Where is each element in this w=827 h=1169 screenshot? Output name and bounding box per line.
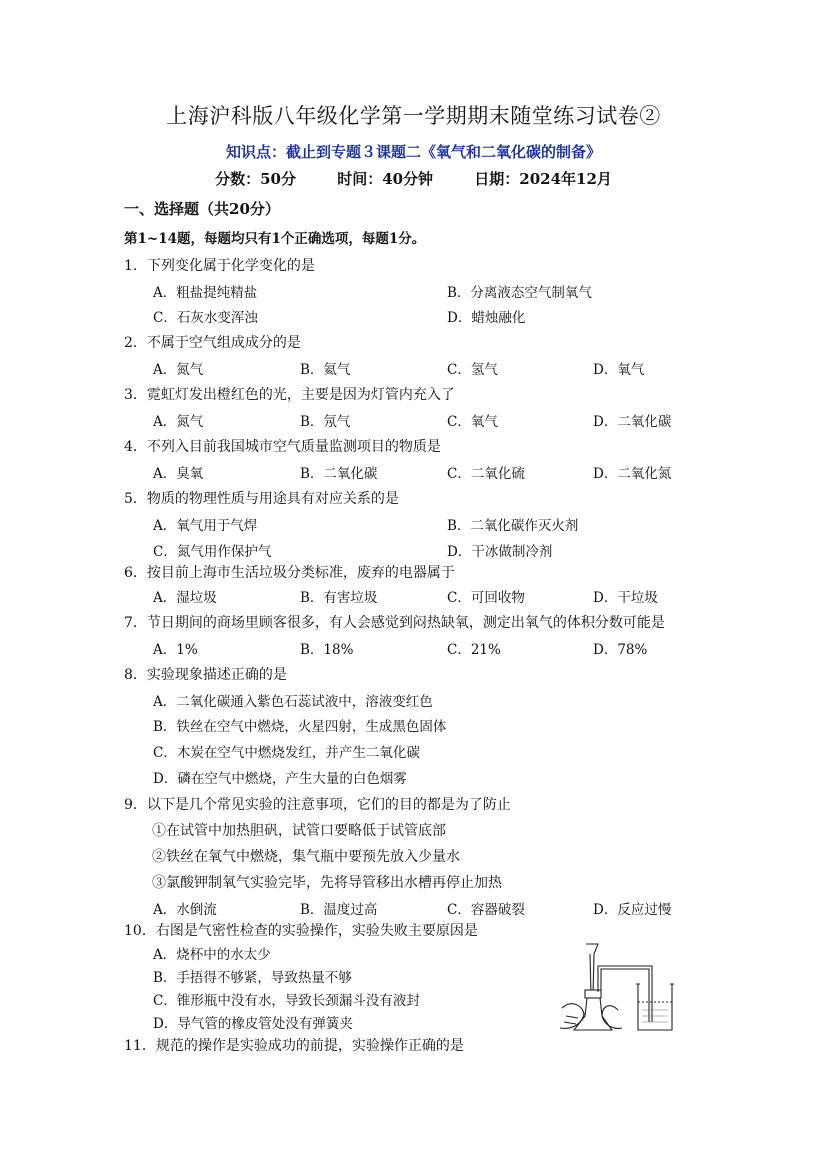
option: C．锥形瓶中没有水，导致长颈漏斗没有液封 — [153, 993, 420, 1009]
option: B．手捂得不够紧，导致热量不够 — [153, 970, 352, 986]
section-instruction: 第1~14题，每题均只有1个正确选项，每题1分。 — [124, 231, 426, 247]
option: B．18% — [300, 642, 354, 658]
question-stem: 1．下列变化属于化学变化的是 — [124, 258, 315, 274]
option: A．氮气 — [153, 414, 204, 430]
option: C．21% — [447, 642, 501, 658]
flask-icon — [574, 998, 612, 1030]
question-stem: 8．实验现象描述正确的是 — [124, 667, 287, 683]
date-label: 日期：2024年12月 — [474, 170, 612, 188]
option: B．有害垃圾 — [300, 590, 378, 606]
option: B．氦气 — [300, 362, 351, 378]
option: A．1% — [153, 642, 198, 658]
option: D．干垃圾 — [593, 590, 658, 606]
option: D．磷在空气中燃烧，产生大量的白色烟雾 — [153, 771, 407, 787]
knowledge-scope: 知识点：截止到专题３课题二《氧气和二氧化碳的制备》 — [225, 143, 601, 161]
option: B．二氧化碳 — [300, 466, 378, 482]
section-heading: 一、选择题（共20分） — [124, 200, 280, 218]
option: B．温度过高 — [300, 902, 378, 918]
funnel-icon — [586, 944, 598, 996]
option: A．氧气用于气焊 — [153, 518, 258, 534]
option: B．二氧化碳作灭火剂 — [447, 518, 579, 534]
option: A．湿垃圾 — [153, 590, 217, 606]
question-stem: 3．霓虹灯发出橙红色的光，主要是因为灯管内充入了 — [124, 387, 455, 403]
option: D．二氧化氮 — [593, 466, 672, 482]
option: D．二氧化碳 — [593, 414, 672, 430]
option: C．氮气用作保护气 — [153, 544, 272, 560]
option: D．导气管的橡皮管处没有弹簧夹 — [153, 1016, 353, 1032]
question-note: ①在试管中加热胆矾，试管口要略低于试管底部 — [152, 823, 446, 839]
question-note: ③氯酸钾制氧气实验完毕，先将导管移出水槽再停止加热 — [152, 875, 502, 891]
option: D．干冰做制冷剂 — [447, 544, 553, 560]
beaker-icon — [638, 984, 672, 1030]
option: B．氖气 — [300, 414, 351, 430]
option: D．蜡烛融化 — [447, 310, 526, 326]
question-stem: 5．物质的物理性质与用途具有对应关系的是 — [124, 491, 399, 507]
option: A．二氧化碳通入紫色石蕊试液中，溶液变红色 — [153, 694, 433, 710]
option: C．可回收物 — [447, 590, 525, 606]
question-stem: 2．不属于空气组成成分的是 — [124, 335, 301, 351]
question-stem: 9．以下是几个常见实验的注意事项，它们的目的都是为了防止 — [124, 797, 511, 813]
option: B．分离液态空气制氧气 — [447, 285, 592, 301]
option: C．石灰水变浑浊 — [153, 310, 258, 326]
time-label: 时间：40分钟 — [337, 170, 434, 188]
airtightness-check-apparatus-icon — [552, 938, 682, 1034]
option: A．粗盐提纯精盐 — [153, 285, 258, 301]
exam-meta — [0, 168, 827, 189]
question-note: ②铁丝在氧气中燃烧，集气瓶中要预先放入少量水 — [152, 849, 460, 865]
option: D．氧气 — [593, 362, 645, 378]
question-stem: 11．规范的操作是实验成功的前提，实验操作正确的是 — [124, 1038, 464, 1054]
option: C．氧气 — [447, 414, 498, 430]
question-stem: 7．节日期间的商场里顾客很多，有人会感觉到闷热缺氧，测定出氧气的体积分数可能是 — [124, 615, 665, 631]
option: A．氮气 — [153, 362, 204, 378]
option: A．烧杯中的水太少 — [153, 947, 271, 963]
option: C．容器破裂 — [447, 902, 525, 918]
score-label: 分数：50分 — [215, 170, 296, 188]
option: C．木炭在空气中燃烧发红，并产生二氧化碳 — [153, 745, 420, 761]
question-stem: 10．右图是气密性检查的实验操作，实验失败主要原因是 — [124, 923, 478, 939]
option: D．反应过慢 — [593, 902, 672, 918]
option: A．臭氧 — [153, 466, 204, 482]
option: B．铁丝在空气中燃烧，火星四射，生成黑色固体 — [153, 719, 447, 735]
option: C．二氧化硫 — [447, 466, 525, 482]
question-stem: 4．不列入目前我国城市空气质量监测项目的物质是 — [124, 439, 441, 455]
question-stem: 6．按目前上海市生活垃圾分类标准，废弃的电器属于 — [124, 565, 455, 581]
option: D．78% — [593, 642, 648, 658]
option: A．水倒流 — [153, 902, 217, 918]
exam-title: 上海沪科版八年级化学第一学期期末随堂练习试卷② — [166, 104, 661, 128]
option: C．氢气 — [447, 362, 498, 378]
